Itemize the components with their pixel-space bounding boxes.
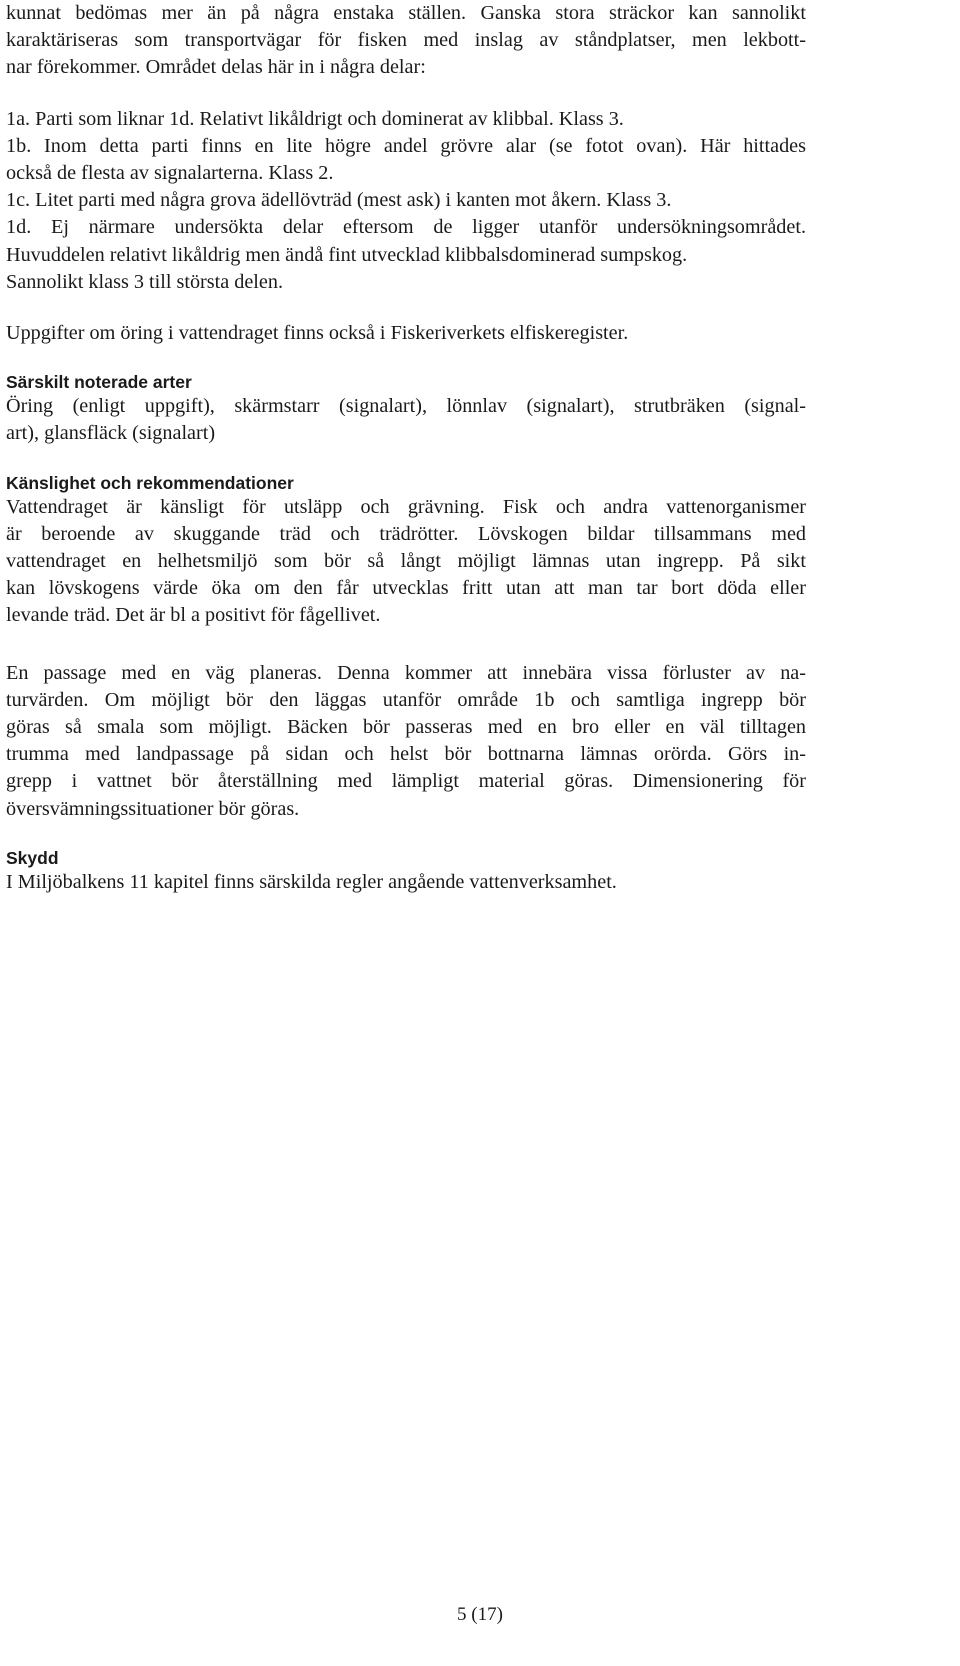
part-1c: 1c. Litet parti med några grova ädellövträd (mest ask) i kanten mot åkern. Klass 3. [6,189,672,212]
text-line: Öring (enligt uppgift), skärmstarr (signalart), lönnlav (signalart), strutbräken (signal- [6,395,806,418]
text-line: kan lövskogens värde öka om den får utvecklas fritt utan att man tar bort döda eller [6,577,806,600]
register-note [6,320,806,347]
text-line: göras så smala som möjligt. Bäcken bör passeras med en bro eller en väl tilltagen [6,716,806,739]
part-1a: 1a. Parti som liknar 1d. Relativt likåldrigt och dominerat av klibbal. Klass 3. [6,107,624,130]
intro-paragraph [6,0,806,82]
text-line: I Miljöbalkens 11 kapitel finns särskilda regler angående vattenverksamhet. [6,870,617,893]
part-1d-cont: Sannolikt klass 3 till största delen. [6,270,283,293]
part-1d-cont: Huvuddelen relativt likåldrig men ändå fint utvecklad klibbalsdominerad sumpskog. [6,243,688,266]
passage-paragraph [6,660,806,823]
protection-heading: Skydd [6,847,59,868]
text-line: kunnat bedömas mer än på några enstaka ställen. Ganska stora sträckor kan sannolikt [6,2,806,24]
part-1b-cont: också de flesta av signalarterna. Klass 2. [6,162,334,185]
page-number: 5 (17) [457,1604,503,1625]
text-line: Uppgifter om öring i vattendraget finns också i Fiskeriverkets elfiskeregister. [6,322,629,345]
text-line: karaktäriseras som transportvägar för fisken med inslag av ståndplatser, men lekbott- [6,29,806,52]
text-line: grepp i vattnet bör återställning med lämpligt material göras. Dimensionering för [6,770,806,793]
text-line: turvärden. Om möjligt bör den läggas utanför område 1b och samtliga ingrepp bör [6,688,806,711]
protection-paragraph [6,869,806,896]
text-line: trumma med landpassage på sidan och helst bör bottnarna lämnas orörda. Görs in- [6,743,806,766]
text-line: översvämningssituationer bör göras. [6,797,300,820]
text-line: är beroende av skuggande träd och trädrötter. Lövskogen bildar tillsammans med [6,522,806,545]
document-page [6,0,806,896]
parts-list [6,106,806,296]
species-paragraph [6,393,806,447]
text-line: levande träd. Det är bl a positivt för fågellivet. [6,604,381,627]
part-1b: 1b. Inom detta parti finns en lite högre andel grövre alar (se fotot ovan). Här hittades [6,134,806,157]
part-1d: 1d. Ej närmare undersökta delar eftersom de ligger utanför undersökningsområdet. [6,216,806,239]
text-line: art), glansfläck (signalart) [6,422,216,445]
sensitivity-heading: Känslighet och rekommendationer [6,472,294,493]
text-line: En passage med en väg planeras. Denna kommer att innebära vissa förluster av na- [6,661,806,684]
text-line: Vattendraget är känsligt för utsläpp och grävning. Fisk och andra vattenorganismer [6,495,806,518]
text-line: vattendraget en helhetsmiljö som bör så långt möjligt lämnas utan ingrepp. På sikt [6,550,806,573]
species-heading: Särskilt noterade arter [6,372,192,393]
text-line: nar förekommer. Området delas här in i några delar: [6,56,426,79]
sensitivity-paragraph [6,494,806,630]
